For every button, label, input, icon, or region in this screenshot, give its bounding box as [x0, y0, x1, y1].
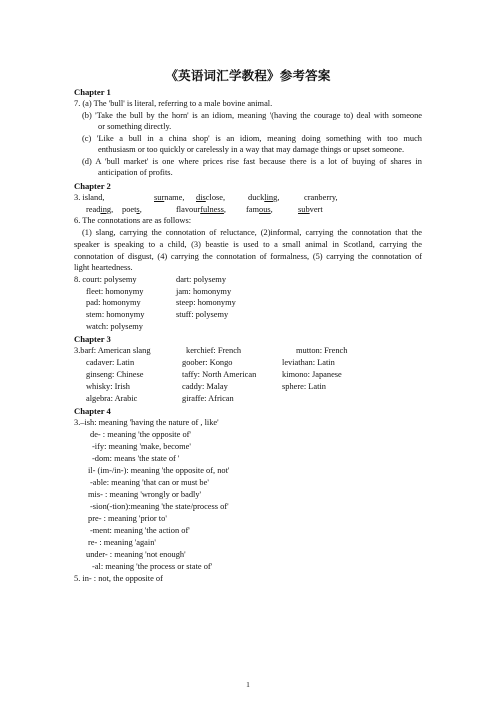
affix-line-10: -ment: meaning 'the action of' — [90, 526, 190, 535]
affix-line-7: mis- : meaning 'wrongly or badly' — [88, 490, 202, 499]
word-poets: poets, — [122, 205, 142, 214]
affix-line-13: -al: meaning 'the process or state of' — [92, 562, 213, 571]
origin-row2-col1: cadaver: Latin — [86, 358, 135, 367]
answer-7c-line1: (c) 'Like a bull in a china shop' is an idiom, meaning doing something with too much — [82, 134, 422, 143]
origin-row3-col1: ginseng: Chinese — [86, 370, 144, 379]
q6-para-line2: speaker is speaking to a child, (3) beastie is used to a small animal in Scotland, carrying the — [74, 240, 422, 249]
word-disclose: disclose, — [196, 193, 226, 202]
affix-line-11: re- : meaning 'again' — [88, 538, 156, 547]
affix-line-5: il- (im-/in-): meaning 'the opposite of, not' — [88, 466, 230, 475]
answer-7a: 7. (a) The 'bull' is literal, referring to a male bovine animal. — [74, 99, 273, 108]
page-title: 《英语词汇学教程》参考答案 — [165, 69, 331, 83]
affix-line-9: pre- : meaning 'prior to' — [88, 514, 167, 523]
word-cranberry: cranberry, — [304, 193, 338, 202]
affix-line-1: 3.–ish: meaning 'having the nature of , like' — [74, 418, 219, 427]
origin-row1-col2: kerchief: French — [186, 346, 242, 355]
word-flavourfulness: flavourfulness, — [176, 205, 227, 214]
q6-para-line1: (1) slang, carrying the connotation of reluctance, (2)informal, carrying the connotation that the — [82, 228, 422, 237]
word-surname: surname, — [154, 193, 185, 202]
q3-prefix: 3. island, — [74, 193, 105, 202]
origin-row3-col3: kimono: Japanese — [282, 370, 342, 379]
word-duckling: duckling, — [248, 193, 280, 202]
origin-row5-col1: algebra: Arabic — [86, 394, 138, 403]
affix-line-4: -dom: means 'the state of ' — [92, 454, 180, 463]
origin-row4-col1: whisky: Irish — [86, 382, 130, 391]
affix-line-2: de- : meaning 'the opposite of' — [90, 430, 191, 439]
affix-line-6: -able: meaning 'that can or must be' — [90, 478, 209, 487]
q8-row3-left: pad: homonymy — [86, 298, 141, 307]
chapter3-heading: Chapter 3 — [74, 334, 111, 344]
origin-row1-col1: 3.barf: American slang — [74, 346, 151, 355]
answer-7d-line1: (d) A 'bull market' is one where prices rise fast because there is a lot of buying of shares in — [82, 157, 422, 166]
origin-row4-col2: caddy: Malay — [182, 382, 228, 391]
answer-5-line: 5. in- : not, the opposite of — [74, 574, 163, 583]
q8-row5-left: watch: polysemy — [86, 322, 143, 331]
origin-row2-col3: leviathan: Latin — [282, 358, 335, 367]
origin-row3-col2: taffy: North American — [182, 370, 257, 379]
q8-row3-right: steep: homonymy — [176, 298, 236, 307]
chapter2-heading: Chapter 2 — [74, 181, 111, 191]
origin-row1-col3: mutton: French — [296, 346, 348, 355]
origin-row4-col3: sphere: Latin — [282, 382, 326, 391]
answer-7b-line2: or something directly. — [98, 122, 172, 131]
q8-row2-left: fleet: homonymy — [86, 287, 144, 296]
q8-row1-right: dart: polysemy — [176, 275, 227, 284]
affix-line-3: -ify: meaning 'make, become' — [92, 442, 191, 451]
affix-line-8: -sion(-tion):meaning 'the state/process of' — [90, 502, 229, 511]
q8-row4-right: stuff: polysemy — [176, 310, 229, 319]
chapter4-heading: Chapter 4 — [74, 406, 111, 416]
q6-para-line4: light heartedness. — [74, 263, 133, 272]
chapter1-heading: Chapter 1 — [74, 87, 111, 97]
q8-row4-left: stem: homonymy — [86, 310, 145, 319]
q8-row1-left: 8. court: polysemy — [74, 275, 137, 284]
word-reading: reading, — [86, 205, 114, 214]
answer-7d-line2: anticipation of profits. — [98, 168, 173, 177]
word-subvert: subvert — [298, 205, 323, 214]
q6-para-line3: connotation of disgust, (4) carrying the connotation of formalness, (5) carrying the connotation of — [74, 252, 422, 261]
word-famous: famous, — [246, 205, 273, 214]
q8-row2-right: jam: homonymy — [176, 287, 232, 296]
q6-intro: 6. The connotations are as follows: — [74, 216, 192, 225]
affix-line-12: under- : meaning 'not enough' — [86, 550, 186, 559]
page-number: 1 — [246, 680, 250, 689]
origin-row5-col2: giraffe: African — [182, 394, 234, 403]
answer-7b-line1: (b) 'Take the bull by the horn' is an idiom, meaning '(having the courage to) deal with someone — [82, 111, 422, 120]
origin-row2-col2: goober: Kongo — [182, 358, 233, 367]
answer-7c-line2: enthusiasm or too quickly or carelessly in a way that may damage things or upset someone. — [98, 145, 405, 154]
